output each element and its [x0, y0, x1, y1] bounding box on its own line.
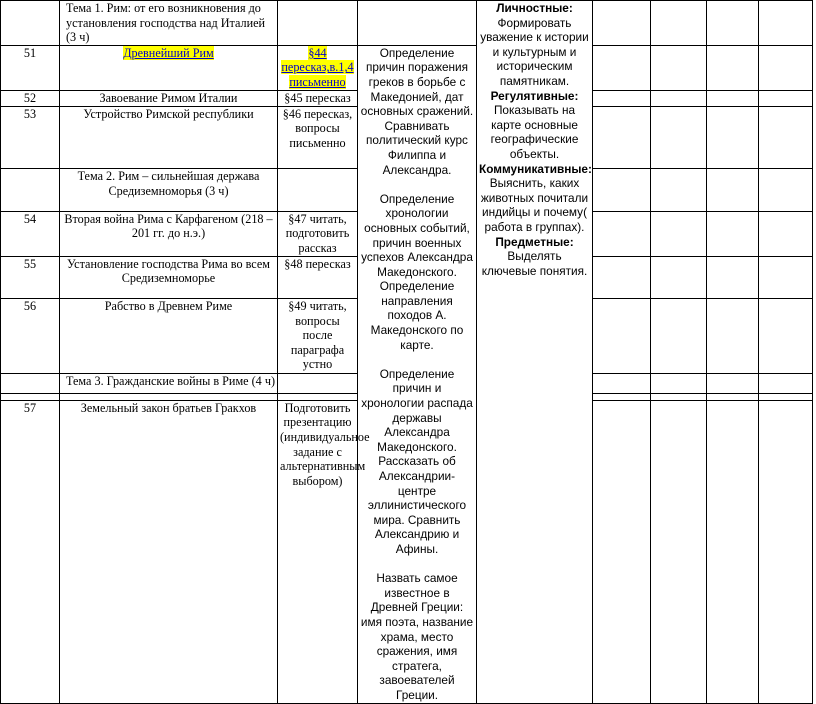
empty-cell — [593, 1, 651, 46]
empty-cell — [593, 256, 651, 298]
empty-cell — [651, 211, 707, 256]
empty-cell — [759, 373, 813, 393]
empty-cell — [707, 45, 759, 90]
subject-text: Выделять ключевые понятия. — [481, 249, 588, 278]
empty-cell — [593, 299, 651, 374]
empty-cell — [278, 393, 358, 400]
lesson-title: Завоевание Римом Италии — [60, 90, 278, 106]
empty-cell — [707, 90, 759, 106]
results-cell — [477, 1, 593, 704]
empty-cell — [759, 106, 813, 169]
homework-cell: §46 пересказ, вопросы письменно — [278, 106, 358, 169]
empty-cell — [651, 169, 707, 211]
lesson-number: 53 — [1, 106, 60, 169]
empty-cell — [759, 299, 813, 374]
homework-cell: §45 пересказ — [278, 90, 358, 106]
empty-cell — [593, 393, 651, 400]
lesson-title: Установление господства Рима во всем Средиземноморье — [60, 256, 278, 298]
empty-cell — [759, 393, 813, 400]
empty-cell — [707, 169, 759, 211]
empty-cell — [651, 106, 707, 169]
homework-link[interactable]: §44 пересказ,в.1,4 письменно — [281, 45, 354, 89]
topic-heading: Тема 1. Рим: от его возникновения до установления господства над Италией (3 ч) — [60, 1, 278, 46]
activity-text: Определение хронологии основных событий, причин военных успехов Александра Македонского. Определение направления походов А. Македонского по карте. — [361, 191, 473, 352]
topic-heading: Тема 3. Гражданские войны в Риме (4 ч) — [60, 373, 278, 393]
empty-cell — [759, 1, 813, 46]
empty-cell — [651, 45, 707, 90]
homework-cell: §49 читать, вопросы после параграфа устно — [278, 299, 358, 374]
lesson-number: 56 — [1, 299, 60, 374]
empty-cell — [759, 400, 813, 703]
personal-text: Формировать уважение к истории и культурным и историческим памятникам. — [480, 15, 589, 88]
empty-cell — [593, 106, 651, 169]
activity-text: Определение причин и хронологии распада державы Александра Македонского. Рассказать об Александрии-центре эллинистического мира. Сравнить Александрию и Афины. — [361, 366, 473, 556]
homework-cell — [278, 373, 358, 393]
empty-cell — [759, 45, 813, 90]
lesson-number: 52 — [1, 90, 60, 106]
empty-cell — [593, 169, 651, 211]
num-cell — [1, 393, 60, 400]
empty-cell — [759, 211, 813, 256]
lesson-title: Рабство в Древнем Риме — [60, 299, 278, 374]
empty-cell — [593, 400, 651, 703]
homework-cell: Подготовить презентацию (индивидуальное задание с альтернативным выбором) — [278, 400, 358, 703]
regulative-text: Показывать на карте основные географические объекты. — [490, 103, 579, 161]
num-cell — [1, 169, 60, 211]
table-row — [1, 1, 813, 46]
empty-cell — [651, 400, 707, 703]
activities-cell — [358, 1, 477, 46]
empty-cell — [651, 373, 707, 393]
homework-cell — [278, 45, 358, 90]
empty-cell — [651, 90, 707, 106]
lesson-title-link[interactable]: Древнейший Рим — [123, 45, 214, 60]
empty-cell — [707, 211, 759, 256]
homework-cell: §47 читать, подготовить рассказ — [278, 211, 358, 256]
lesson-title: Устройство Римской республики — [60, 106, 278, 169]
empty-cell — [759, 256, 813, 298]
empty-cell — [60, 393, 278, 400]
empty-cell — [759, 90, 813, 106]
empty-cell — [651, 299, 707, 374]
empty-cell — [651, 1, 707, 46]
activity-text: Назвать самое известное в Древней Греции: имя поэта, название храма, место сражения, имя стратега, завоевателей Греции. — [360, 571, 474, 702]
activities-cell — [358, 45, 477, 703]
homework-cell: §48 пересказ — [278, 256, 358, 298]
empty-cell — [593, 45, 651, 90]
lesson-number: 55 — [1, 256, 60, 298]
subject-heading: Предметные: — [495, 234, 574, 249]
activity-text: Определение причин поражения греков в борьбе с Македонией, дат основных сражений. Сравнивать политический курс Филиппа и Александра. — [360, 45, 474, 177]
homework-cell — [278, 169, 358, 211]
num-cell — [1, 1, 60, 46]
num-cell — [1, 373, 60, 393]
lesson-title: Земельный закон братьев Гракхов — [60, 400, 278, 703]
empty-cell — [593, 211, 651, 256]
empty-cell — [707, 299, 759, 374]
empty-cell — [593, 90, 651, 106]
lesson-title: Вторая война Рима с Карфагеном (218 – 201 гг. до н.э.) — [60, 211, 278, 256]
communicative-heading: Коммуникативные: — [479, 161, 592, 176]
empty-cell — [707, 1, 759, 46]
lesson-number: 57 — [1, 400, 60, 703]
personal-heading: Личностные: — [496, 1, 573, 15]
lesson-number: 54 — [1, 211, 60, 256]
lesson-number: 51 — [1, 45, 60, 90]
topic-heading: Тема 2. Рим – сильнейшая держава Средиземноморья (3 ч) — [60, 169, 278, 211]
empty-cell — [707, 393, 759, 400]
empty-cell — [707, 106, 759, 169]
homework-cell — [278, 1, 358, 46]
communicative-text: Выяснить, каких животных почитали индийцы и почему( работа в группах). — [480, 176, 589, 234]
empty-cell — [707, 373, 759, 393]
empty-cell — [651, 256, 707, 298]
lesson-title — [60, 45, 278, 90]
table-row — [1, 45, 813, 90]
regulative-heading: Регулятивные: — [490, 88, 579, 103]
empty-cell — [707, 256, 759, 298]
empty-cell — [651, 393, 707, 400]
empty-cell — [759, 169, 813, 211]
empty-cell — [707, 400, 759, 703]
empty-cell — [593, 373, 651, 393]
